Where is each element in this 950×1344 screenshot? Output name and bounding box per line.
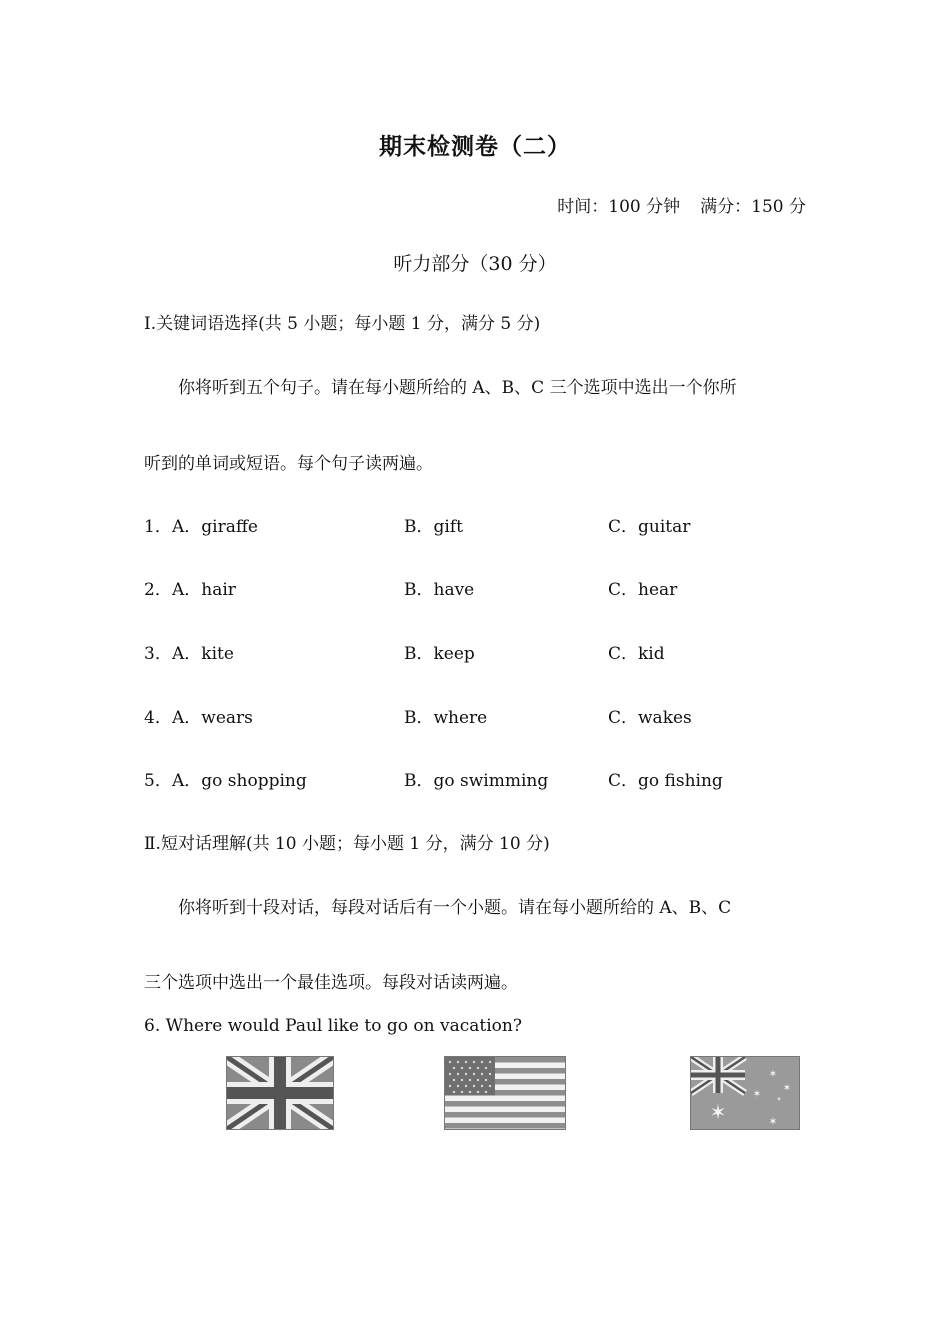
option-b: B．where: [404, 708, 488, 728]
svg-text:✶: ✶: [768, 1115, 778, 1128]
section-title: 听力部分（30 分）: [393, 253, 557, 275]
option-b: B．gift: [404, 517, 463, 537]
option-b: B．go swimming: [404, 771, 549, 791]
option-c: C．wakes: [608, 708, 692, 728]
option-a: A．giraffe: [172, 517, 258, 537]
option-b: B．keep: [404, 644, 475, 664]
part2-instructions-line2: 三个选项中选出一个最佳选项。每段对话读两遍。: [144, 973, 518, 993]
uk-flag-icon: [226, 1056, 334, 1130]
svg-text:✶: ✶: [776, 1096, 782, 1103]
svg-text:✶: ✶: [782, 1083, 792, 1094]
question-number: 3．: [144, 644, 172, 664]
part2-instructions-line1: 你将听到十段对话，每段对话后有一个小题。请在每小题所给的 A、B、C: [178, 898, 732, 918]
option-c: C．kid: [608, 644, 665, 664]
page-title: 期末检测卷（二）: [379, 133, 571, 160]
question-number: 5．: [144, 771, 172, 791]
question-number: 1．: [144, 517, 172, 537]
part1-instructions-line1: 你将听到五个句子。请在每小题所给的 A、B、C 三个选项中选出一个你所: [178, 378, 737, 398]
option-a: A．go shopping: [172, 771, 307, 791]
option-c: C．guitar: [608, 517, 691, 537]
australia-flag-icon: [690, 1056, 800, 1130]
part1-heading: Ⅰ.关键词语选择(共 5 小题；每小题 1 分，满分 5 分): [144, 314, 541, 334]
option-b: B．have: [404, 580, 475, 600]
exam-meta: [557, 192, 806, 217]
question-number: 2．: [144, 580, 172, 600]
part2-heading: Ⅱ.短对话理解(共 10 小题；每小题 1 分，满分 10 分): [144, 834, 550, 854]
time-limit: 时间：100 分钟: [557, 197, 681, 217]
option-a: A．hair: [172, 580, 236, 600]
question-6: 6. Where would Paul like to go on vacation?: [144, 1016, 522, 1036]
option-a: A．kite: [172, 644, 234, 664]
svg-text:✶: ✶: [768, 1069, 778, 1080]
svg-text:✶: ✶: [709, 1100, 727, 1124]
part1-instructions-line2: 听到的单词或短语。每个句子读两遍。: [144, 454, 433, 474]
option-c: C．hear: [608, 580, 678, 600]
svg-text:✶: ✶: [752, 1089, 762, 1100]
option-c: C．go fishing: [608, 771, 723, 791]
full-score: 满分：150 分: [700, 197, 806, 217]
question-number: 4．: [144, 708, 172, 728]
option-a: A．wears: [172, 708, 253, 728]
us-flag-icon: [444, 1056, 566, 1130]
